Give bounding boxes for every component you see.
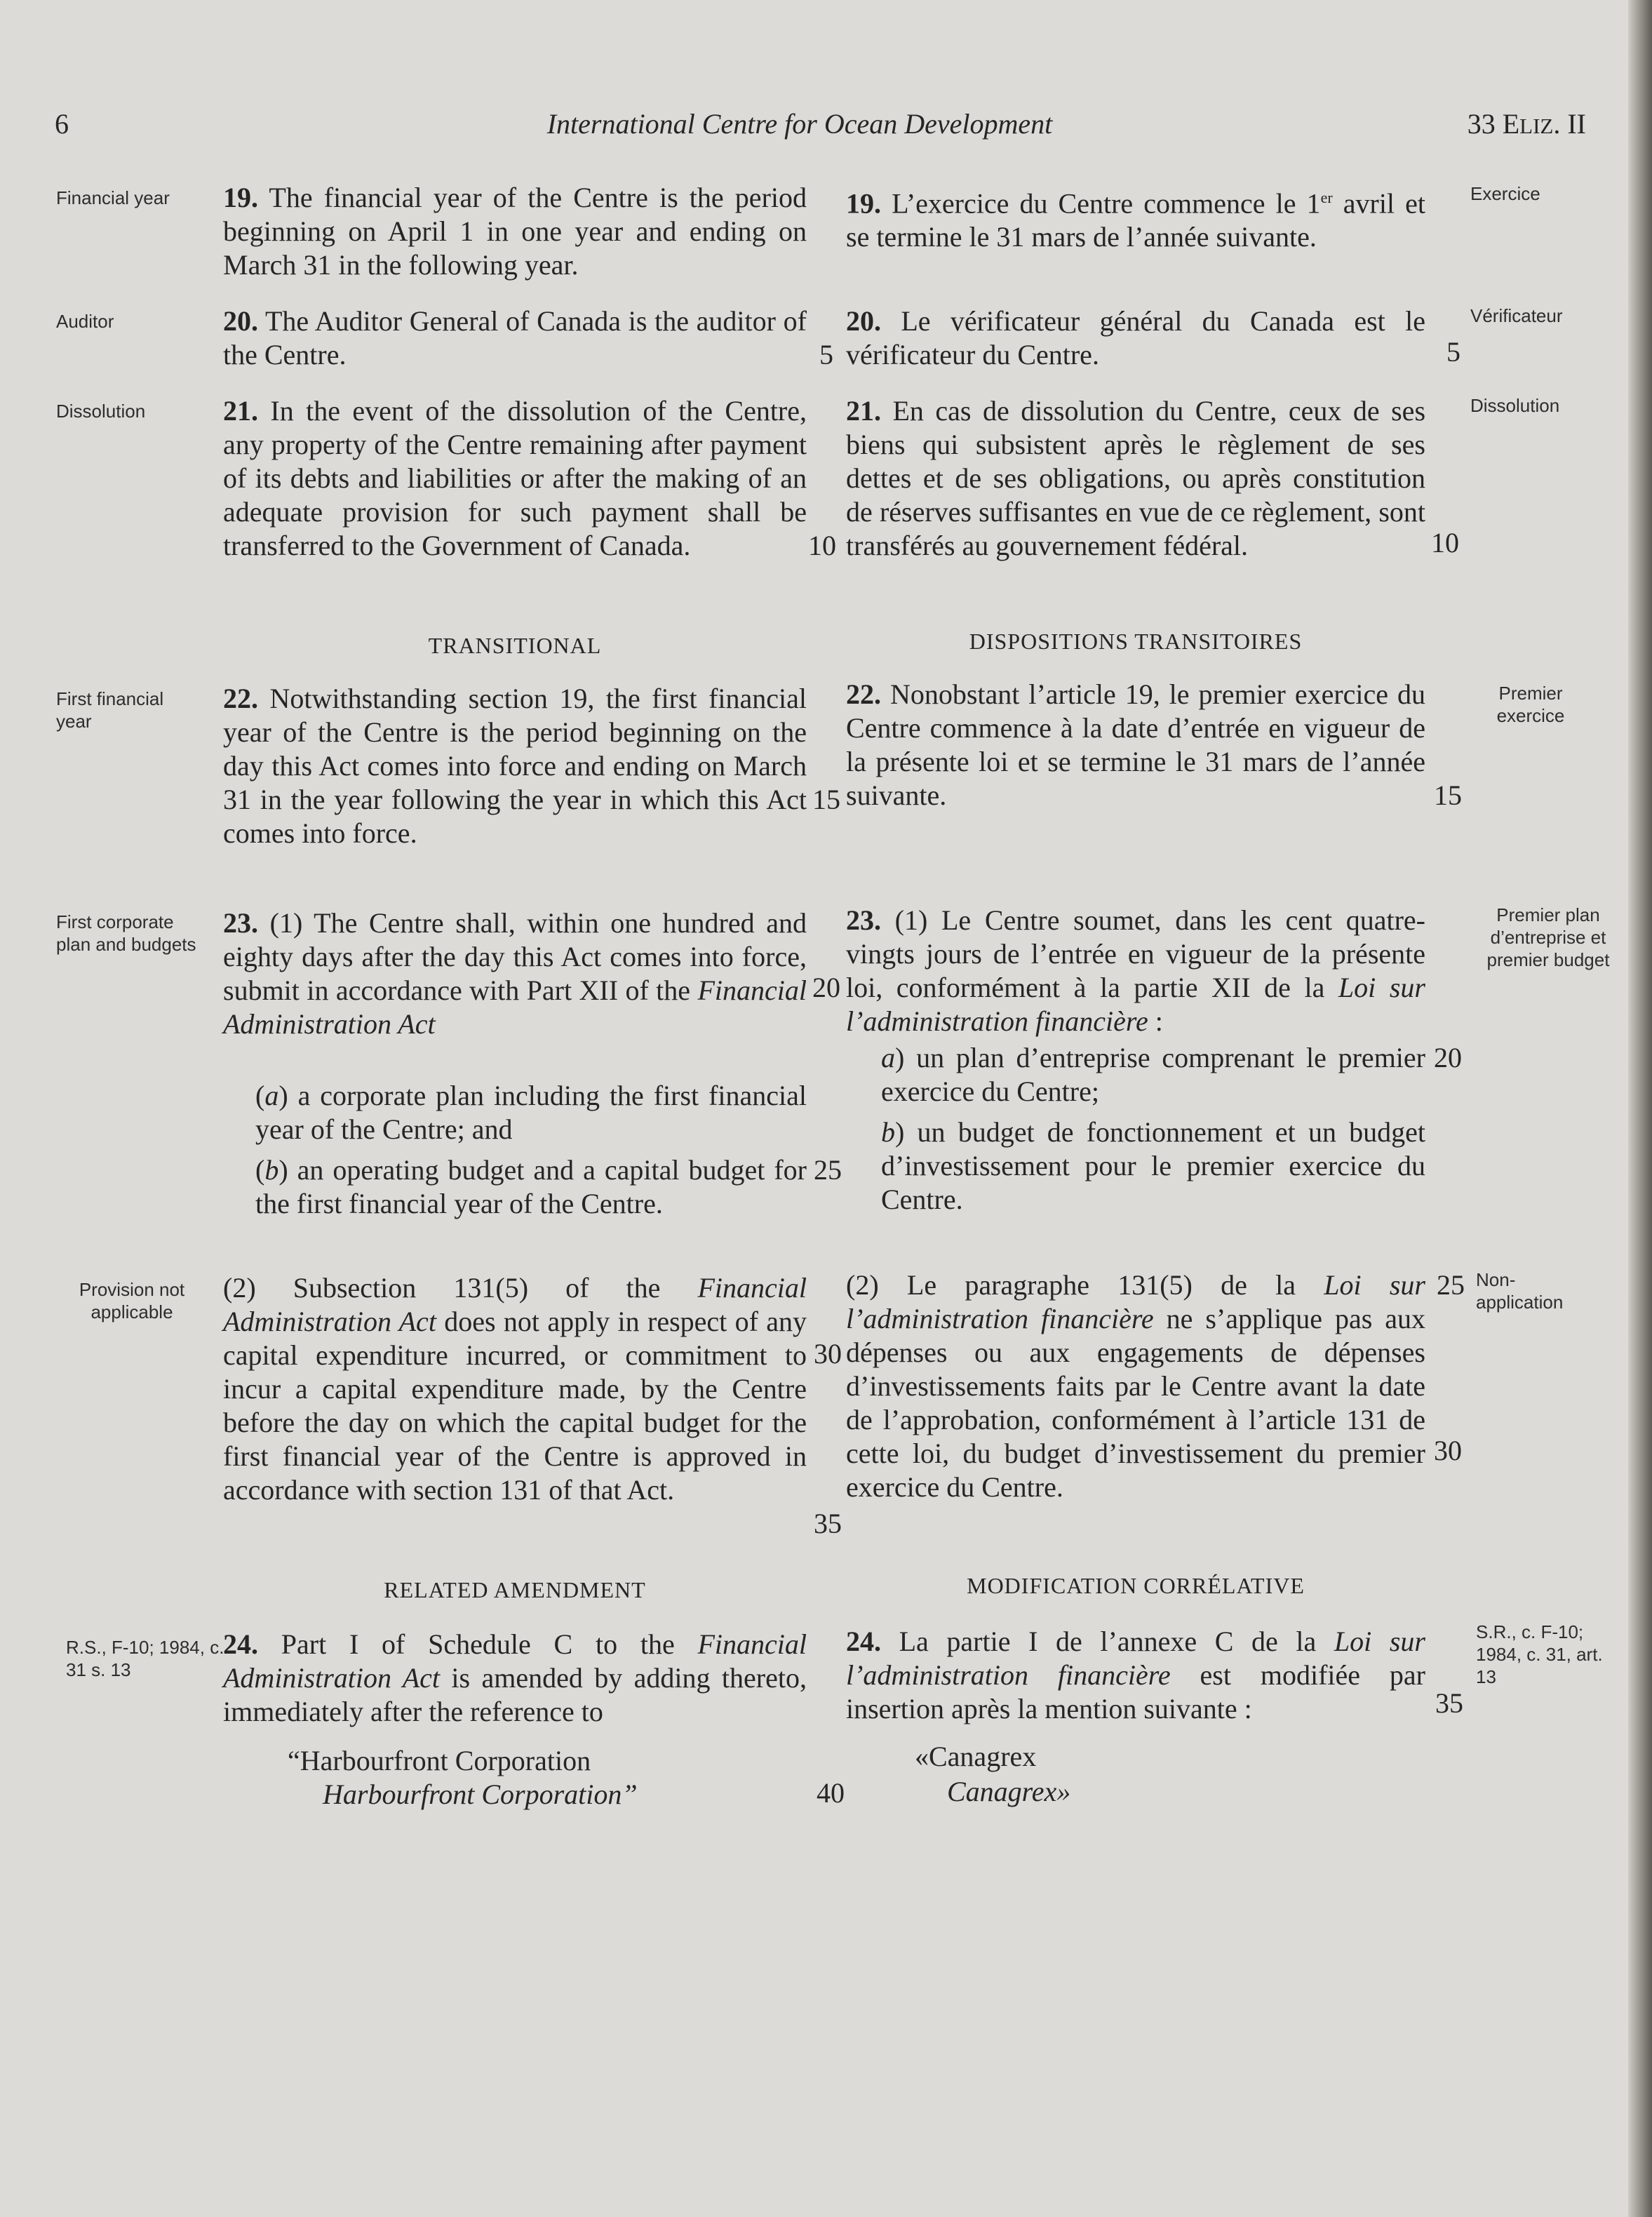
line-number: 30 — [814, 1338, 842, 1369]
marginal-note-fr-premier-exercice: Premier exercice — [1496, 683, 1565, 726]
section-21-en: 21. In the event of the dissolution of the Centre, any property of the Centre remaining after payment of its debts and liabilities or after the making of an adequate provision for such payment shall be transferred to the Government of Canada. — [223, 395, 807, 561]
quote-en-line-1: “Harbourfront Corporation — [288, 1745, 591, 1776]
marginal-note-fr-non-application: Non-application — [1476, 1269, 1564, 1313]
page-edge-shadow — [1628, 0, 1652, 2217]
section-23-1-b-fr: b) un budget de fonctionnement et un budget d’investissement pour le premier exercice du Centre. — [881, 1116, 1426, 1215]
marginal-note-en-provision-not-applicable: Provision not applicable — [79, 1279, 185, 1322]
quote-fr-line-2: Canagrex» — [947, 1776, 1071, 1807]
section-22-en: 22. Notwithstanding section 19, the first financial year of the Centre is the period beginning on the day this Act comes into force and ending on March 31 in the year following the year in which this Act comes into force. — [223, 683, 807, 849]
marginal-note-en-auditor: Auditor — [56, 311, 114, 332]
heading-related-amendment-en: RELATED AMENDMENT — [384, 1577, 646, 1602]
section-23-2-fr: (2) Le paragraphe 131(5) de la Loi sur l’administration financière ne s’applique pas aux dépenses ou aux engagements de dépenses d’investissements faits par le Centre avant la date de l’approbation, conformément à l’article 131 de cette loi, du budget d’investissement du premier exercice du Centre. — [846, 1269, 1425, 1503]
line-number: 25 — [1437, 1269, 1465, 1301]
page-number: 6 — [55, 108, 69, 140]
line-number: 40 — [817, 1777, 845, 1809]
marginal-note-fr-verificateur: Vérificateur — [1470, 305, 1563, 326]
line-number: 25 — [814, 1154, 842, 1186]
section-21-fr: 21. En cas de dissolution du Centre, ceux de ses biens qui subsistent après le règlement de ses dettes et de ses obligations, ou après constitution de réserves suffisantes en vue de ce règlement, sont transférés au gouvernement fédéral. — [846, 395, 1426, 561]
section-20-en: 20. The Auditor General of Canada is the auditor of the Centre. — [223, 305, 807, 370]
section-23-2-en: (2) Subsection 131(5) of the Financial Administration Act does not apply in respect of any capital expenditure incurred, or commitment to incur a capital expenditure made, by the Centre before the day on which the capital budget for the first financial year of the Centre is approved in accordance with section 131 of that Act. — [223, 1272, 807, 1506]
marginal-note-en-financial-year: Financial year — [56, 187, 170, 208]
regnal-year: 33 ELIZ. II — [1467, 108, 1586, 140]
line-number: 5 — [819, 339, 833, 370]
section-19-en: 19. The financial year of the Centre is the period beginning on April 1 in one year and ending on March 31 in the following year. — [223, 182, 807, 281]
line-number: 5 — [1446, 336, 1460, 368]
section-24-en: 24. Part I of Schedule C to the Financial Administration Act is amended by adding thereto, immediately after the reference to — [223, 1628, 807, 1727]
quote-en-line-2: Harbourfront Corporation” — [323, 1779, 638, 1810]
marginal-note-fr-statute-reference: S.R., c. F-10; 1984, c. 31, art. 13 — [1476, 1621, 1603, 1687]
line-number: 35 — [1435, 1687, 1463, 1719]
marginal-note-en-dissolution: Dissolution — [56, 401, 146, 422]
line-number: 30 — [1434, 1435, 1462, 1466]
section-24-fr: 24. La partie I de l’annexe C de la Loi sur l’administration financière est modifiée par insertion après la mention suivante : — [846, 1626, 1426, 1724]
line-number: 15 — [812, 784, 840, 815]
section-23-1-a-fr: a) un plan d’entreprise comprenant le premier exercice du Centre; — [881, 1042, 1425, 1107]
line-number: 35 — [814, 1508, 842, 1539]
section-23-1-fr: 23. (1) Le Centre soumet, dans les cent quatre-vingts jours de l’entrée en vigueur de la présente loi, conformément à la partie XII de la Loi sur l’administration financière : — [846, 904, 1425, 1037]
marginal-note-en-first-financial-year: First financial year — [56, 688, 164, 732]
line-number: 15 — [1434, 779, 1462, 811]
section-23-1-a-en: (a) a corporate plan including the first financial year of the Centre; and — [255, 1080, 807, 1145]
marginal-note-fr-premier-plan: Premier plan d’entreprise et premier budget — [1486, 904, 1610, 970]
line-number: 10 — [808, 530, 836, 561]
marginal-note-fr-dissolution: Dissolution — [1470, 395, 1560, 416]
heading-related-amendment-fr: MODIFICATION CORRÉLATIVE — [967, 1573, 1305, 1598]
line-number: 20 — [812, 972, 840, 1003]
heading-transitional-en: TRANSITIONAL — [428, 633, 602, 658]
quote-fr-line-1: «Canagrex — [915, 1741, 1037, 1772]
section-20-fr: 20. Le vérificateur général du Canada est le vérificateur du Centre. — [846, 305, 1425, 370]
section-23-1-b-en: (b) an operating budget and a capital budget for the first financial year of the Centre. — [255, 1154, 807, 1219]
section-22-fr: 22. Nonobstant l’article 19, le premier exercice du Centre commence à la date d’entrée en vigueur de la présente loi et se termine le 31 mars de l’année suivante. — [846, 678, 1426, 811]
line-number: 10 — [1431, 527, 1459, 558]
heading-transitional-fr: DISPOSITIONS TRANSITOIRES — [969, 629, 1303, 654]
running-title: International Centre for Ocean Development — [546, 108, 1053, 140]
line-number: 20 — [1434, 1042, 1462, 1073]
marginal-note-en-first-corporate-plan: First corporate plan and budgets — [56, 911, 196, 955]
marginal-note-en-statute-reference: R.S., F-10; 1984, c. 31 s. 13 — [66, 1637, 224, 1680]
marginal-note-fr-exercice: Exercice — [1470, 183, 1540, 204]
section-19-fr: 19. L’exercice du Centre commence le 1er avril et se termine le 31 mars de l’année suivante. — [846, 187, 1426, 253]
section-23-1-en: 23. (1) The Centre shall, within one hundred and eighty days after the day this Act comes into force, submit in accordance with Part XII of the Financial Administration Act — [223, 907, 807, 1040]
